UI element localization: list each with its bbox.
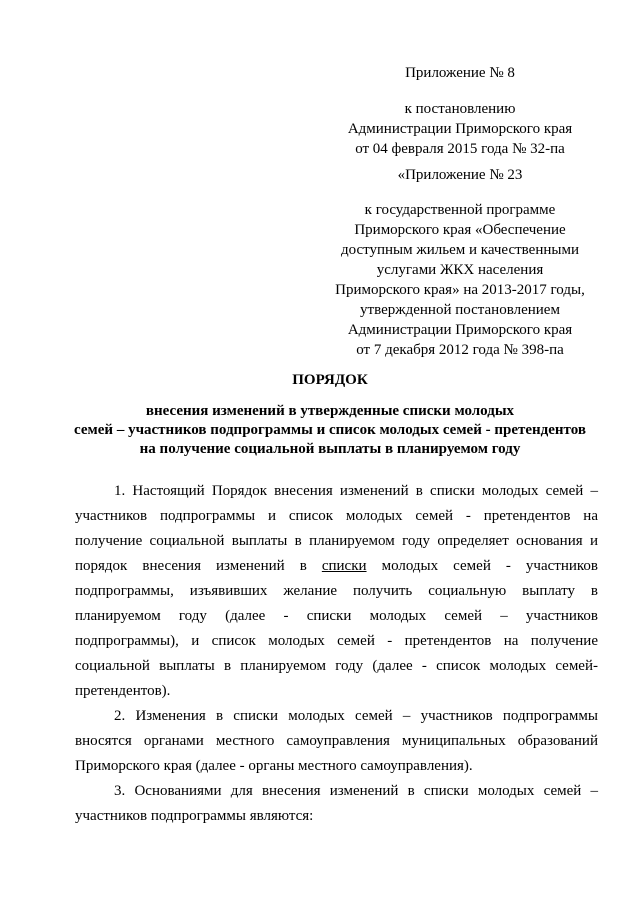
paragraph-2-line: Приморского края (далее - органы местного самоуправления).	[75, 758, 473, 774]
paragraph-2-line: вносятся органами местного самоуправления муниципальных образований	[75, 733, 598, 749]
subtitle-line: внесения изменений в утвержденные списки молодых	[145, 403, 515, 419]
paragraph-1-line	[75, 556, 598, 576]
program-line: Администрации Приморского края	[347, 322, 573, 338]
program-line: утвержденной постановлением	[360, 302, 560, 318]
paragraph-1-text: порядок внесения изменений в	[75, 558, 307, 574]
appendix-23-heading	[330, 165, 590, 185]
paragraph-1-line: социальной выплаты в планируемом году (далее - список молодых семей-	[75, 658, 598, 674]
program-line: к государственной программе	[364, 202, 556, 218]
appendix-8-label: Приложение № 8	[405, 65, 515, 81]
paragraph-1-line: получение социальной выплаты в планируемом году определяет основания и	[75, 533, 598, 549]
program-line: Приморского края «Обеспечение	[354, 222, 566, 238]
paragraph-1-line: подпрограммы, изъявивших желание получить социальную выплату в	[75, 583, 598, 599]
paragraph-1-line: претендентов).	[75, 683, 171, 699]
paragraph-1-text: молодых семей - участников	[381, 558, 599, 574]
program-line: услугами ЖКХ населения	[376, 262, 544, 278]
decree-reference	[330, 99, 590, 159]
paragraph-3-line: участников подпрограммы являются:	[75, 808, 314, 824]
program-line: доступным жильем и качественными	[340, 242, 579, 258]
subtitle-line: семей – участников подпрограммы и список молодых семей - претендентов	[74, 422, 586, 438]
paragraph-1-line: подпрограммы), и список молодых семей - претендентов на получение	[75, 633, 598, 649]
paragraph-3-line: 3. Основаниями для внесения изменений в списки молодых семей –	[114, 783, 598, 799]
paragraph-1-line: участников подпрограммы и список молодых семей - претендентов на	[75, 508, 598, 524]
document-title: ПОРЯДОК	[292, 372, 368, 388]
decree-line: от 04 февраля 2015 года № 32-па	[355, 141, 565, 157]
paragraph-1-line: планируемом году (далее - списки молодых семей – участников	[75, 608, 598, 624]
lists-link[interactable]: списки	[321, 558, 367, 574]
program-reference	[330, 200, 590, 360]
document-subtitle	[60, 402, 600, 459]
decree-line: к постановлению	[404, 101, 516, 117]
subtitle-line: на получение социальной выплаты в планируемом году	[139, 441, 521, 457]
decree-line: Администрации Приморского края	[347, 121, 573, 137]
appendix-23-label: «Приложение № 23	[397, 167, 523, 183]
appendix-8-heading	[330, 63, 590, 83]
paragraph-1-line: 1. Настоящий Порядок внесения изменений в списки молодых семей –	[114, 483, 598, 499]
program-line: от 7 декабря 2012 года № 398-па	[356, 342, 564, 358]
program-line: Приморского края» на 2013-2017 годы,	[335, 282, 585, 298]
paragraph-2-line: 2. Изменения в списки молодых семей – участников подпрограммы	[114, 708, 598, 724]
